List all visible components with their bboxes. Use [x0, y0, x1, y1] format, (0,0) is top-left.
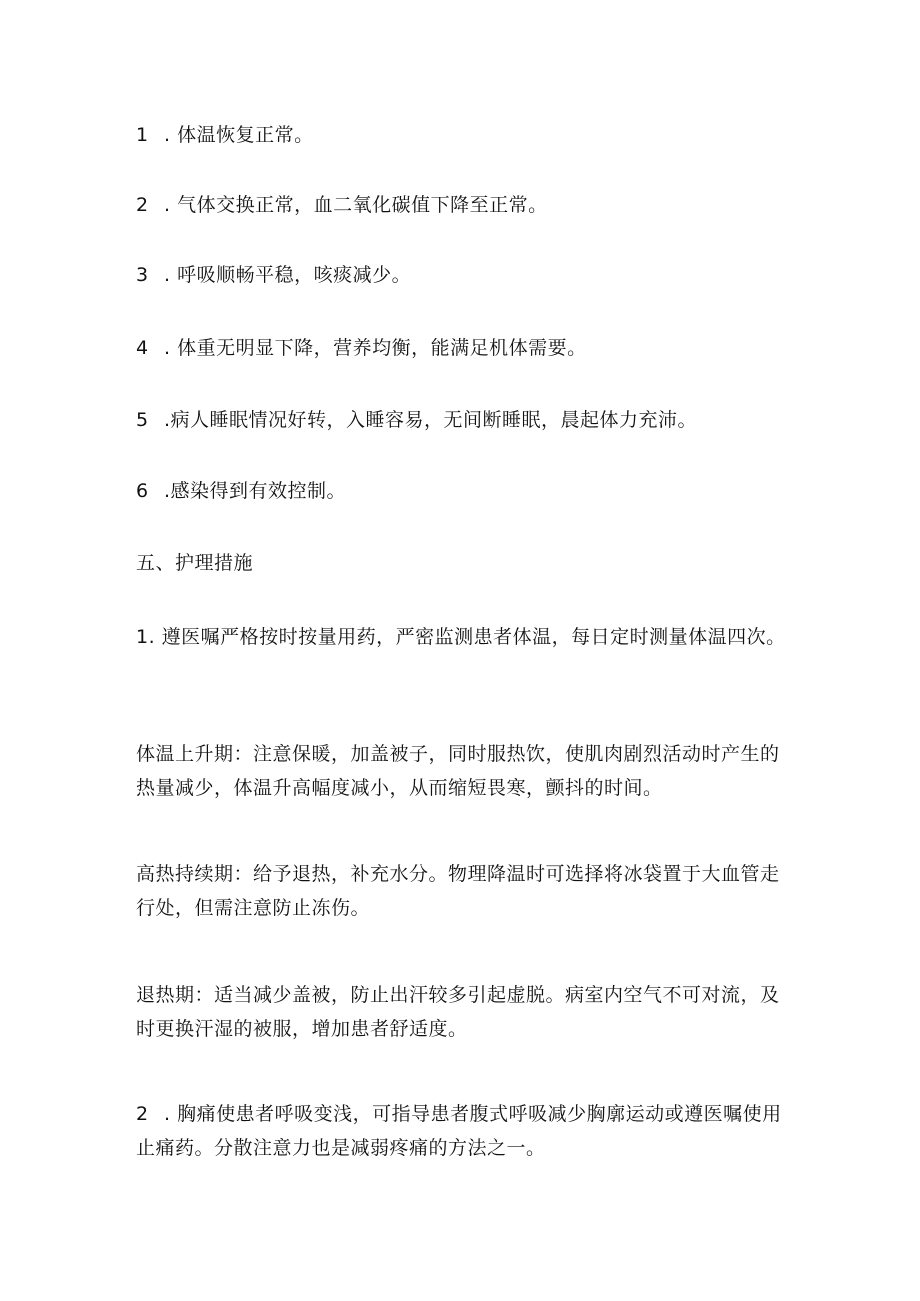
goal-item-6 [136, 474, 796, 508]
goal-text: . 呼吸顺畅平稳，咳痰减少。 [164, 264, 412, 286]
goal-item-4 [136, 331, 796, 365]
section-heading: 五、护理措施 [136, 552, 254, 574]
goal-number: 3 [136, 264, 149, 286]
goal-text: . 气体交换正常，血二氧化碳值下降至正常。 [164, 194, 548, 216]
goal-number: 1 [136, 124, 149, 146]
goal-text: . 体重无明显下降，营养均衡，能满足机体需要。 [164, 337, 587, 359]
goal-item-3 [136, 258, 796, 292]
goal-text: . 体温恢复正常。 [164, 124, 314, 146]
measure-paragraph-fever-rising: 体温上升期：注意保暖，加盖被子，同时服热饮，使肌肉剧烈活动时产生的热量减少，体温升高幅度减小，从而缩短畏寒，颤抖的时间。 [136, 743, 780, 799]
measure-paragraph-2 [136, 1097, 796, 1165]
goal-item-5 [136, 403, 796, 437]
measure-paragraph-high-fever: 高热持续期：给予退热，补充水分。物理降温时可选择将冰袋置于大血管走行处，但需注意防止冻伤。 [136, 863, 780, 919]
measure-paragraph-1: 1. 遵医嘱严格按时按量用药，严密监测患者体温，每日定时测量体温四次。 [136, 626, 786, 648]
goal-number: 5 [136, 409, 149, 431]
goal-number: 4 [136, 337, 149, 359]
goal-text: .病人睡眠情况好转，入睡容易，无间断睡眠，晨起体力充沛。 [164, 409, 698, 431]
goal-item-1 [136, 118, 796, 152]
measure-number: 2 [136, 1103, 149, 1125]
measure-paragraph-defervescence: 退热期：适当减少盖被，防止出汗较多引起虚脱。病室内空气不可对流，及时更换汗湿的被服，增加患者舒适度。 [136, 984, 780, 1040]
measure-text: . 胸痛使患者呼吸变浅，可指导患者腹式呼吸减少胸廓运动或遵医嘱使用止痛药。分散注意力也是减弱疼痛的方法之一。 [136, 1103, 782, 1159]
goal-item-2 [136, 188, 796, 222]
goal-number: 6 [136, 480, 149, 502]
goal-number: 2 [136, 194, 149, 216]
goal-text: .感染得到有效控制。 [164, 480, 347, 502]
